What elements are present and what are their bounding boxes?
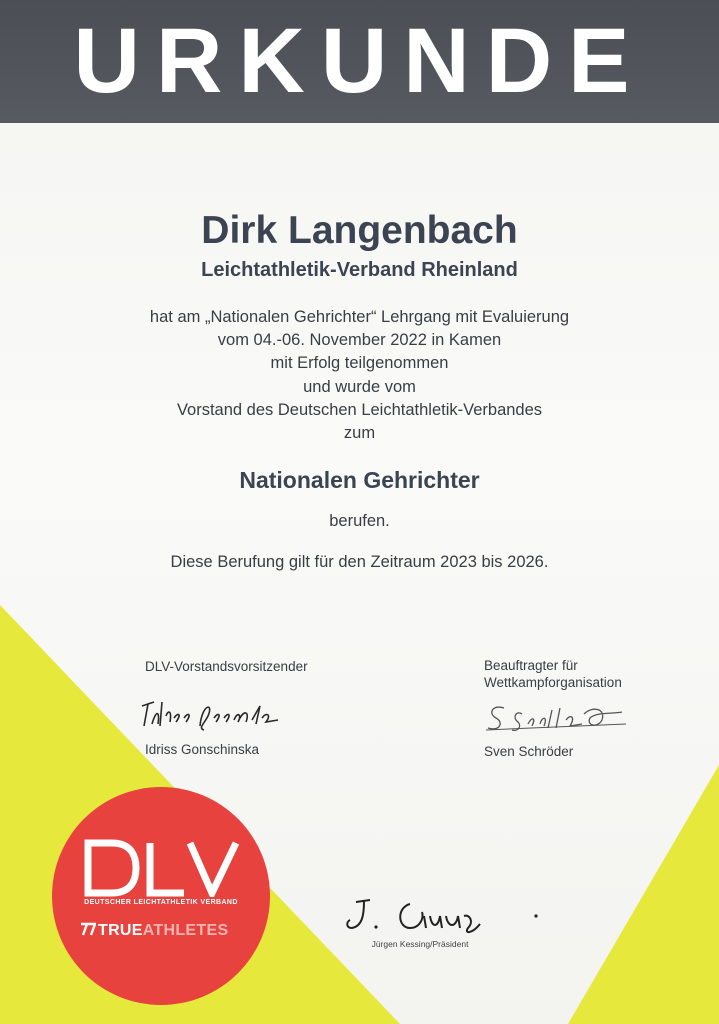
- appointed-text: berufen.: [329, 512, 390, 530]
- logo-claim: [80, 922, 228, 940]
- president-signature: [340, 894, 550, 940]
- right-signatory-role: [484, 657, 622, 691]
- recipient-name: Dirk Langenbach: [201, 209, 518, 252]
- logo-claim-light: ATHLETES: [142, 922, 229, 939]
- dlv-logo: [52, 787, 270, 1005]
- body-line: und wurde vom: [303, 377, 416, 396]
- body-line: mit Erfolg teilgenommen: [270, 354, 449, 373]
- body-line: Vorstand des Deutschen Leichtathletik-Verbandes: [176, 400, 543, 419]
- right-role-line: Beauftragter für: [484, 658, 578, 673]
- logo-claim-strong: TRUE: [98, 922, 143, 939]
- left-signature: [138, 696, 288, 736]
- right-signatory-name: Sven Schröder: [484, 744, 574, 759]
- body-line: hat am „Nationalen Gehrichter“ Lehrgang mit Evaluierung: [149, 308, 570, 326]
- body-line: zum: [343, 424, 376, 443]
- body-line: vom 04.-06. November 2022 in Kamen: [217, 331, 502, 350]
- header-band: [0, 0, 719, 123]
- president-label: Jürgen Kessing/Präsident: [371, 939, 469, 949]
- dlv-mark-icon: [84, 839, 242, 897]
- left-signatory-name: Idriss Gonschinska: [145, 742, 260, 757]
- logo-subtitle: DEUTSCHER LEICHTATHLETIK VERBAND: [84, 899, 238, 906]
- certificate-title: URKUNDE: [73, 10, 646, 112]
- right-role-line: Wettkampforganisation: [484, 675, 622, 690]
- validity-text: Diese Berufung gilt für den Zeitraum 2023 bis 2026.: [170, 553, 549, 571]
- recipient-organization: Leichtathletik-Verband Rheinland: [201, 259, 518, 281]
- appointment-title: Nationalen Gehrichter: [239, 467, 480, 493]
- runner-mark-icon: [80, 922, 96, 936]
- right-signature: [482, 700, 632, 736]
- left-signatory-role: DLV-Vorstandsvorsitzender: [145, 659, 308, 674]
- certificate-body-text: [0, 306, 719, 445]
